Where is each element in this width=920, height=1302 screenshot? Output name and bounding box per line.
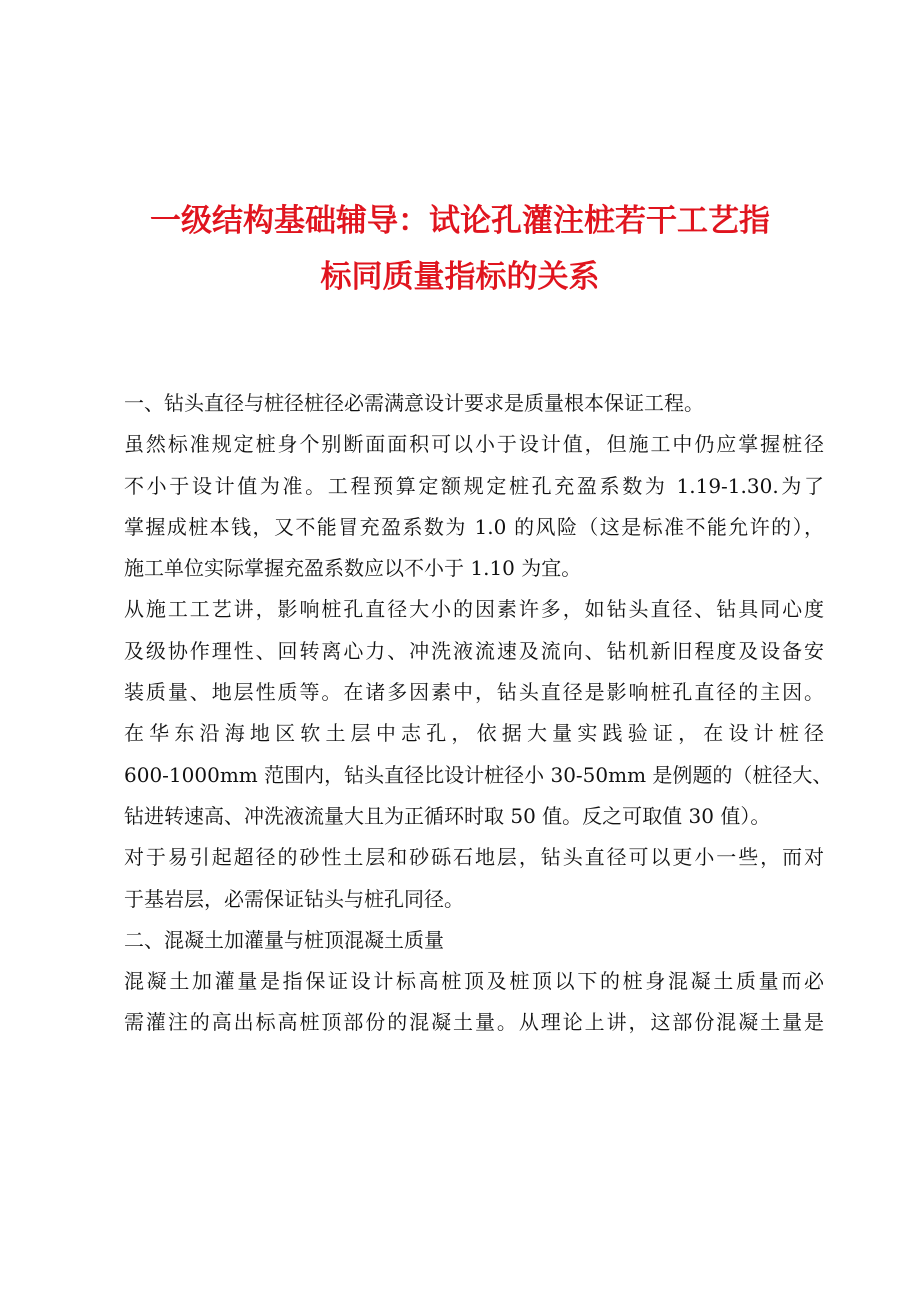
paragraph-line: 装质量、地层性质等。在诸多因素中，钻头直径是影响桩孔直径的主因。 xyxy=(124,680,824,705)
paragraph-line: 及级协作理性、回转离心力、冲洗液流速及流向、钻机新旧程度及设备安 xyxy=(124,638,824,663)
paragraph-line: 从施工工艺讲，影响桩孔直径大小的因素许多，如钻头直径、钻具同心度 xyxy=(124,597,824,622)
title-line-1: 一级结构基础辅导：试论孔灌注桩若干工艺指 xyxy=(150,203,770,239)
paragraph-line: 施工单位实际掌握充盈系数应以不小于 1.10 为宜。 xyxy=(124,556,582,581)
section-heading-2: 二、混凝土加灌量与桩顶混凝土质量 xyxy=(124,927,444,952)
paragraph-line: 虽然标准规定桩身个别断面面积可以小于设计值，但施工中仍应掌握桩径 xyxy=(124,432,824,457)
paragraph-line: 需灌注的高出标高桩顶部份的混凝土量。从理论上讲，这部份混凝土量是 xyxy=(124,1010,824,1035)
paragraph-line: 在华东沿海地区软土层中志孔，依据大量实践验证，在设计桩径 xyxy=(124,721,824,746)
paragraph-line: 掌握成桩本钱，又不能冒充盈系数为 1.0 的风险（这是标准不能允许的）， xyxy=(124,514,824,539)
title-line-2: 标同质量指标的关系 xyxy=(320,259,600,295)
paragraph-line: 600-1000mm 范围内，钻头直径比设计桩径小 30-50mm 是例题的（桩径大、 xyxy=(124,762,833,787)
document-title xyxy=(100,193,820,305)
paragraph-line: 混凝土加灌量是指保证设计标高桩顶及桩顶以下的桩身混凝土质量而必 xyxy=(124,969,824,994)
paragraph-line: 钻进转速高、冲洗液流量大且为正循环时取 50 值。反之可取值 30 值）。 xyxy=(124,803,771,828)
paragraph-line: 对于易引起超径的砂性土层和砂砾石地层，钻头直径可以更小一些，而对 xyxy=(124,845,824,870)
document-body xyxy=(124,383,833,1044)
section-heading-1: 一、钻头直径与桩径桩径必需满意设计要求是质量根本保证工程。 xyxy=(124,391,704,415)
paragraph-line: 于基岩层，必需保证钻头与桩孔同径。 xyxy=(124,886,464,911)
paragraph-line: 不小于设计值为准。工程预算定额规定桩孔充盈系数为 1.19-1.30.为了 xyxy=(124,473,824,498)
